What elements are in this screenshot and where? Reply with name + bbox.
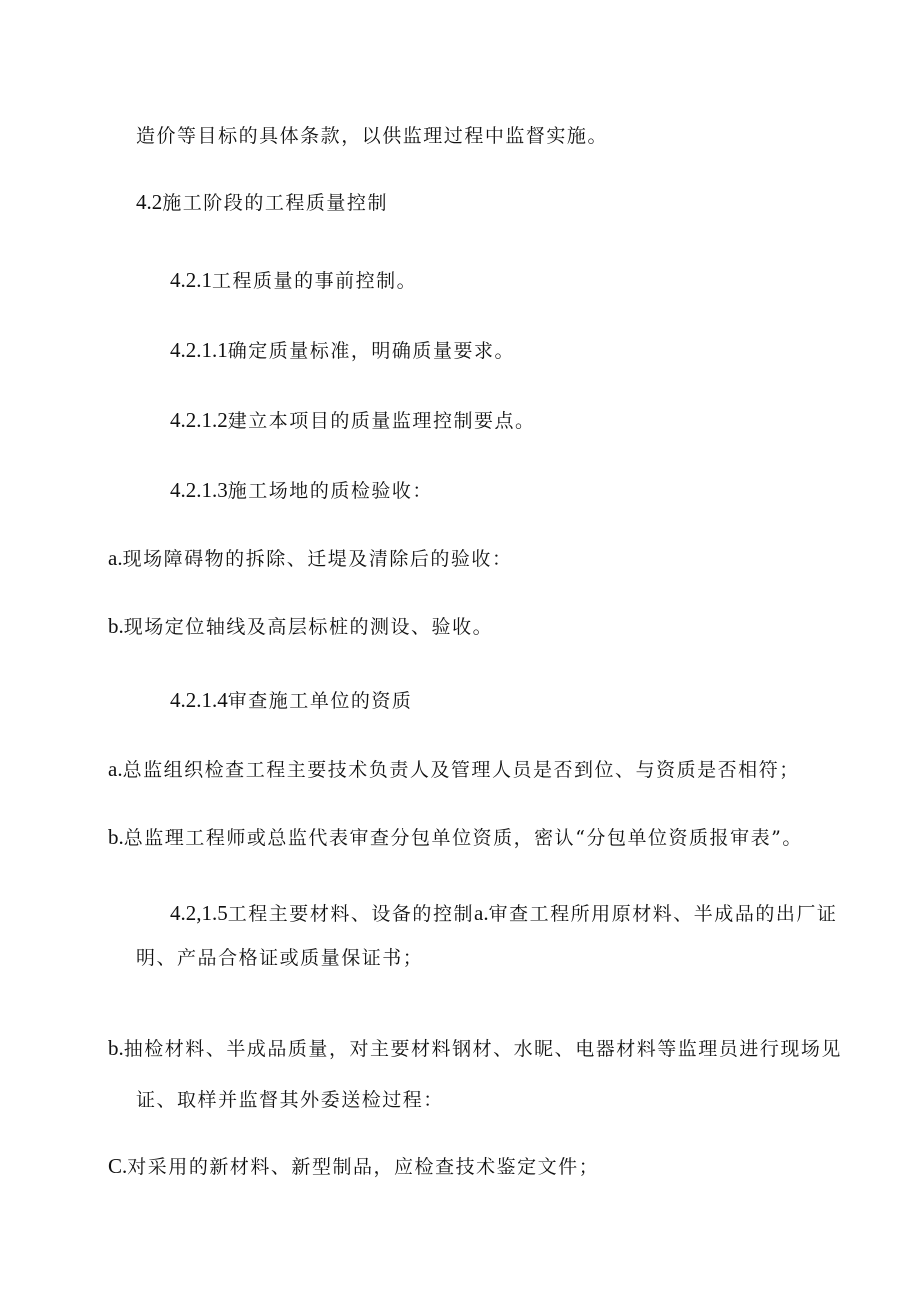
section-number: 4.2 (136, 190, 163, 214)
line-text: 证、取样并监督其外委送检过程： (136, 1089, 444, 1111)
list-marker: b. (108, 1036, 124, 1060)
paragraph-line-continuation (136, 1088, 444, 1112)
item-text: 工程主要材料、设备的控制 (227, 903, 474, 925)
section-title: 工程质量的事前控制。 (212, 270, 418, 292)
section-heading-4-2 (136, 190, 388, 215)
list-item-text: 总监组织检查工程主要技术负责人及管理人员是否到位、与资质是否相符； (122, 759, 800, 781)
item-4-2-1-5 (170, 901, 837, 926)
item-text: 确定质量标准，明确质量要求。 (227, 340, 516, 362)
list-marker: b. (108, 614, 124, 638)
list-marker: b. (108, 825, 124, 849)
list-marker: a. (474, 901, 489, 925)
section-number: 4.2.1.1 (170, 338, 228, 362)
section-number: 4.2.1.2 (170, 408, 228, 432)
list-item-text: 总监理工程师或总监代表审查分包单位资质，密认“分包单位资质报审表”。 (123, 827, 803, 849)
section-number: 4.2.1 (170, 268, 212, 292)
list-item-text: 审查工程所用原材料、半成品的出厂证 (488, 903, 838, 925)
list-item-a (108, 546, 512, 571)
list-marker: a. (108, 546, 123, 570)
subsection-heading-4-2-1 (170, 268, 417, 293)
list-item-text: 抽检材料、半成品质量，对主要材料钢材、水昵、电器材料等监理员进行现场见 (123, 1038, 842, 1060)
item-4-2-1-2 (170, 408, 536, 433)
section-number: 4.2,1.5 (170, 901, 228, 925)
section-title: 施工阶段的工程质量控制 (162, 192, 388, 214)
list-marker: C. (108, 1154, 128, 1178)
item-4-2-1-3 (170, 478, 433, 503)
list-item-b (108, 614, 493, 639)
list-item-b (108, 825, 803, 850)
list-item-c (108, 1154, 599, 1179)
paragraph-line-continuation (136, 946, 423, 970)
item-text: 建立本项目的质量监理控制要点。 (227, 410, 536, 432)
line-text: 造价等目标的具体条款，以供监理过程中监督实施。 (136, 125, 608, 147)
list-marker: a. (108, 757, 123, 781)
item-4-2-1-1 (170, 338, 515, 363)
list-item-text: 现场定位轴线及高层标桩的测设、验收。 (123, 616, 494, 638)
line-text: 明、产品合格证或质量保证书； (136, 947, 424, 969)
section-number: 4.2.1.4 (170, 688, 228, 712)
list-item-b (108, 1036, 842, 1061)
paragraph-line-continuation (136, 124, 608, 148)
list-item-text: 对采用的新材料、新型制品，应检查技术鉴定文件； (127, 1156, 600, 1178)
item-text: 施工场地的质检验收： (227, 480, 433, 502)
item-text: 审查施工单位的资质 (227, 690, 413, 712)
section-number: 4.2.1.3 (170, 478, 228, 502)
list-item-a (108, 757, 800, 782)
item-4-2-1-4 (170, 688, 412, 713)
list-item-text: 现场障碍物的拆除、迁堤及清除后的验收： (122, 548, 513, 570)
